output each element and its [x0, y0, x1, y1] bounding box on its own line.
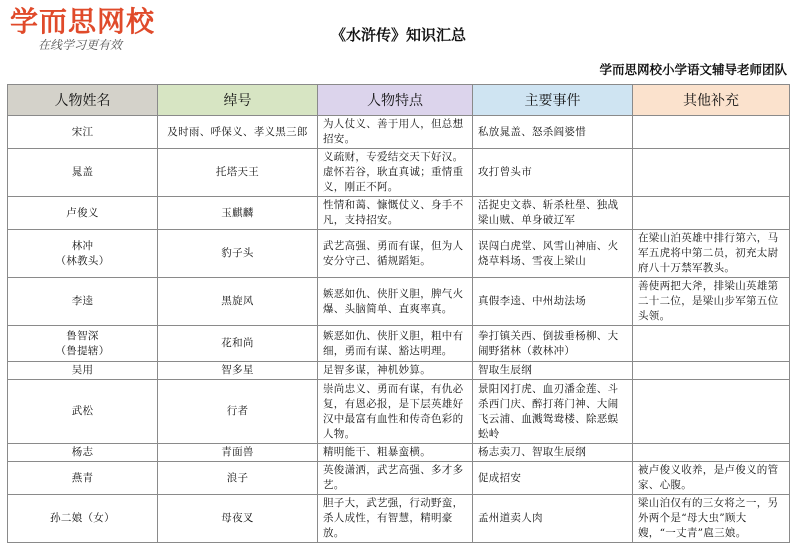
character-name: 李逵 [8, 278, 158, 326]
character-extra [633, 444, 790, 462]
character-nickname: 行者 [158, 380, 318, 444]
character-events: 拳打镇关西、倒拔垂杨柳、大闹野猪林（救林冲） [473, 326, 633, 362]
character-traits: 为人仗义、善于用人，但总想招安。 [318, 116, 473, 149]
table-row [8, 444, 790, 462]
table-row [8, 278, 790, 326]
character-name: 武松 [8, 380, 158, 444]
character-events: 真假李逵、中州劫法场 [473, 278, 633, 326]
character-extra [633, 149, 790, 197]
character-nickname: 豹子头 [158, 230, 318, 278]
logo-title: 学而思网校 [10, 5, 156, 38]
character-nickname: 玉麒麟 [158, 197, 318, 230]
character-extra [633, 326, 790, 362]
table-row [8, 495, 790, 543]
character-name: 晁盖 [8, 149, 158, 197]
character-name: 吴用 [8, 362, 158, 380]
character-name-cell [8, 230, 158, 278]
header-name: 人物姓名 [8, 85, 158, 116]
character-name-cell [8, 326, 158, 362]
character-extra: 梁山泊仅有的三女将之一，另外两个是“母大虫”顾大嫂，“一丈青”扈三娘。 [633, 495, 790, 543]
character-name: 杨志 [8, 444, 158, 462]
character-events: 促成招安 [473, 462, 633, 495]
character-events: 私放晁盖、怒杀阎婆惜 [473, 116, 633, 149]
character-nickname: 托塔天王 [158, 149, 318, 197]
table-row [8, 149, 790, 197]
character-name: 林冲 [71, 239, 94, 252]
character-events: 误闯白虎堂、风雪山神庙、火烧草料场、雪夜上梁山 [473, 230, 633, 278]
character-traits: 嫉恶如仇、侠肝义胆，脾气火爆、头脑简单、直爽率真。 [318, 278, 473, 326]
character-extra: 善使两把大斧，排梁山英雄第二十二位，是梁山步军第五位头领。 [633, 278, 790, 326]
character-traits: 英俊潇洒，武艺高强、多才多艺。 [318, 462, 473, 495]
character-name: 宋江 [8, 116, 158, 149]
character-nickname: 及时雨、呼保义、孝义黑三郎 [158, 116, 318, 149]
character-name: 燕青 [8, 462, 158, 495]
character-events: 攻打曾头市 [473, 149, 633, 197]
header-traits: 人物特点 [318, 85, 473, 116]
table-row [8, 362, 790, 380]
character-traits: 精明能干、粗暴蛮横。 [318, 444, 473, 462]
character-events: 智取生辰纲 [473, 362, 633, 380]
table-row [8, 230, 790, 278]
character-events: 活捉史文恭、斩杀杜壆、独战梁山贼、单身破辽军 [473, 197, 633, 230]
summary-table [7, 84, 790, 543]
logo-slogan: 在线学习更有效 [38, 38, 123, 52]
table-row [8, 380, 790, 444]
character-extra: 被卢俊义收养，是卢俊义的管家、心腹。 [633, 462, 790, 495]
character-extra: 在梁山泊英雄中排行第六，马军五虎将中第二员，初充太尉府八十万禁军教头。 [633, 230, 790, 278]
character-traits: 性情和蔼、慷慨仗义、身手不凡，支持招安。 [318, 197, 473, 230]
character-nickname: 黑旋风 [158, 278, 318, 326]
character-nickname: 浪子 [158, 462, 318, 495]
character-nickname: 青面兽 [158, 444, 318, 462]
character-name: 鲁智深 [66, 329, 99, 342]
character-traits: 足智多谋，神机妙算。 [318, 362, 473, 380]
character-nickname: 母夜叉 [158, 495, 318, 543]
character-extra [633, 197, 790, 230]
character-extra [633, 380, 790, 444]
header-events: 主要事件 [473, 85, 633, 116]
table-row [8, 326, 790, 362]
character-events: 杨志卖刀、智取生辰纲 [473, 444, 633, 462]
character-nickname: 智多星 [158, 362, 318, 380]
character-traits: 胆子大，武艺强，行动野蛮，杀人成性，有智慧，精明豪放。 [318, 495, 473, 543]
character-traits: 武艺高强、勇而有谋，但为人安分守己、循规蹈矩。 [318, 230, 473, 278]
character-traits: 义疏财，专爱结交天下好汉。虚怀若谷，耿直真诚；重情重义，刚正不阿。 [318, 149, 473, 197]
author-team: 学而思网校小学语文辅导老师团队 [599, 62, 787, 77]
table-header-row [8, 85, 790, 116]
header-nickname: 绰号 [158, 85, 318, 116]
table-row [8, 462, 790, 495]
character-events: 孟州道卖人肉 [473, 495, 633, 543]
character-extra [633, 362, 790, 380]
page-title: 《水浒传》知识汇总 [330, 26, 466, 44]
character-extra [633, 116, 790, 149]
character-name: 孙二娘（女） [8, 495, 158, 543]
table-row [8, 116, 790, 149]
character-alias: （林教头） [55, 254, 110, 267]
character-events: 景阳冈打虎、血刃潘金莲、斗杀西门庆、醉打蒋门神、大闹飞云浦、血溅鸳鸯楼、除恶蜈蚣岭 [473, 380, 633, 444]
character-traits: 崇尚忠义、勇而有谋，有仇必复，有恩必报，是下层英雄好汉中最富有血性和传奇色彩的人物。 [318, 380, 473, 444]
character-name: 卢俊义 [8, 197, 158, 230]
character-traits: 嫉恶如仇、侠肝义胆，粗中有细，勇而有谋、豁达明理。 [318, 326, 473, 362]
table-row [8, 197, 790, 230]
header-extra: 其他补充 [633, 85, 790, 116]
character-nickname: 花和尚 [158, 326, 318, 362]
character-alias: （鲁提辖） [55, 344, 110, 357]
